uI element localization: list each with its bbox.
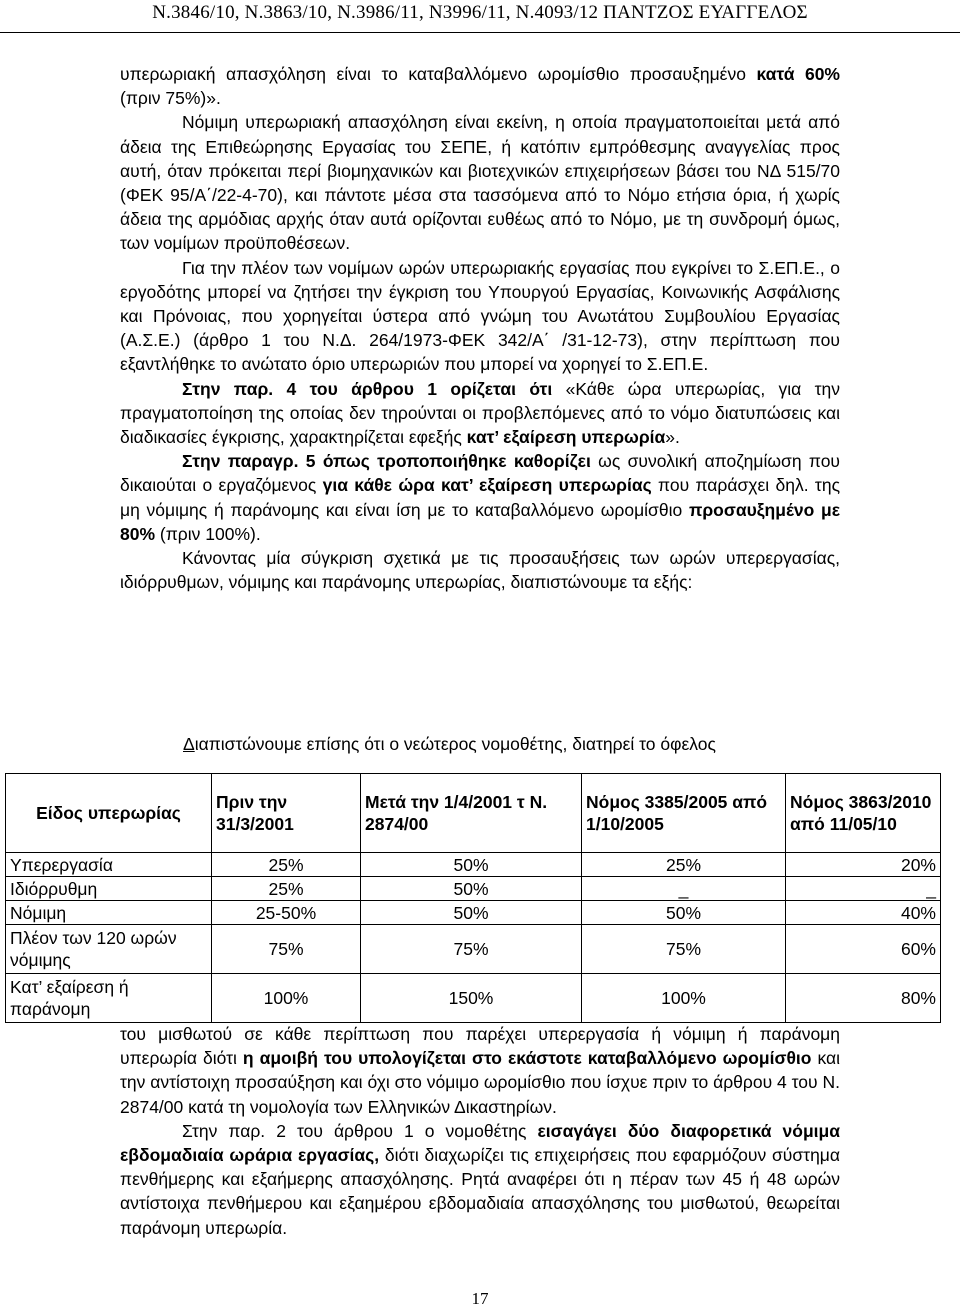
table-row: Νόμιμη 25-50% 50% 50% 40% (6, 901, 941, 925)
paragraph-par2-weekly-hours: Στην παρ. 2 του άρθρου 1 ο νομοθέτης εισαγάγει δύο διαφορετικά νόμιμα εβδομαδιαία ωράρια εργασίας, διότι διαχωρίζει τις επιχειρήσεις που εφαρμόζουν σύστημα πενθήμερης και εξαήμερης απασχόλησης. Ρητά αναφέρει ότι η πέραν των 45 ή 48 ωρών αντίστοιχα πενθήμερου και εξαημέρου εβδομαδιαία απασχόλησης του μισθωτού, θεωρείται παράνομη υπερωρία. (120, 1120, 840, 1238)
running-header: Ν.3846/10, Ν.3863/10, Ν.3986/11, Ν3996/11, Ν.4093/12 ΠΑΝΤΖΟΣ ΕΥΑΓΓΕΛΟΣ (152, 2, 808, 23)
header-law-2010: Νόμος 3863/2010 από 11/05/10 (786, 774, 941, 853)
header-type: Είδος υπερωρίας (6, 774, 212, 853)
paragraph-beyond-legal-hours: Για την πλέον των νομίμων ωρών υπερωριακής εργασίας που εγκρίνει το Σ.ΕΠ.Ε., ο εργοδότης μπορεί να ζητήσει την έγκριση του Υπουργού Εργασίας, Κοινωνικής Ασφάλισης και Πρόνοιας, που χορηγείται ύστερα από γνώμη του Ανωτάτου Συμβουλίου Εργασίας (Α.Σ.Ε.) (άρθρο 1 του Ν.Δ. 264/1973-ΦΕΚ 342/Α΄ /31-12-73), στην περίπτωση που εξαντλήθηκε το ανώτατο όριο υπερωριών που μπορεί να χορηγεί το Σ.ΕΠ.Ε. (120, 257, 840, 375)
overtime-comparison-table (5, 773, 941, 1023)
header-after-2001: Μετά την 1/4/2001 τ Ν. 2874/00 (361, 774, 582, 853)
header-before-2001: Πριν την 31/3/2001 (212, 774, 361, 853)
paragraph-continuation: υπερωριακή απασχόληση είναι το καταβαλλόμενο ωρομίσθιο προσαυξημένο κατά 60% (πριν 75%)». (120, 64, 840, 109)
table-row: Ιδιόρρυθμη 25% 50% _ _ (6, 877, 941, 901)
table-row: Πλέον των 120 ωρών νόμιμης 75% 75% 75% 60% (6, 925, 941, 974)
paragraph-after-table: του μισθωτού σε κάθε περίπτωση που παρέχει υπερεργασία ή νόμιμη ή παράνομη υπερωρία διότι η αμοιβή του υπολογίζεται στο εκάστοτε καταβαλλόμενο ωρομίσθιο και την αντίστοιχη προσαύξηση και όχι στο νόμιμο ωρομίσθιο που ίσχυε πριν το άρθρου 4 του Ν. 2874/00 κατά τη νομολογία των Ελληνικών Δικαστηρίων. (120, 1024, 840, 1117)
conclusion-line: Διαπιστώνουμε επίσης ότι ο νεώτερος νομοθέτης, διατηρεί το όφελος (183, 734, 716, 754)
table-header-row (6, 774, 941, 853)
paragraph-legal-overtime: Νόμιμη υπερωριακή απασχόληση είναι εκείνη, η οποία πραγματοποιείται μετά από άδεια της Επιθεώρησης Εργασίας του ΣΕΠΕ, ή κατόπιν εμπρόθεσμης αναγγελίας προς αυτή, όταν πρόκειται περί βιομηχανικών και βιοτεχνικών επιχειρήσεων βάσει του ΝΔ 515/70 (ΦΕΚ 95/Α΄/22-4-70), και πάντοτε μέσα στα τασσόμενα από το Νόμο ετήσια όρια, ή χωρίς άδεια της αρμόδιας αρχής όταν αυτά ορίζονται ευθέως από το Νόμο, με τη συνδρομή όμως, των νομίμων προϋποθέσεων. (120, 112, 840, 254)
main-text-upper (120, 62, 840, 594)
page-number: 17 (471, 1289, 489, 1308)
header-law-2005: Νόμος 3385/2005 από 1/10/2005 (582, 774, 786, 853)
main-text-lower (120, 1022, 840, 1240)
table-row: Υπερεργασία 25% 50% 25% 20% (6, 853, 941, 877)
paragraph-par4: Στην παρ. 4 του άρθρου 1 ορίζεται ότι «Κάθε ώρα υπερωρίας, για την πραγματοποίηση της οποίας δεν τηρούνται οι προβλεπόμενες από το νόμο διατυπώσεις και διαδικασίες έγκρισης, χαρακτηρίζεται εφεξής κατ’ εξαίρεση υπερωρία». (120, 378, 841, 448)
paragraph-comparison-intro: Κάνοντας μία σύγκριση σχετικά με τις προσαυξήσεις των ωρών υπερεργασίας, ιδιόρρυθμων, νόμιμης και παράνομης υπερωρίας, διαπιστώνουμε τα εξής: (120, 548, 840, 593)
paragraph-par5: Στην παραγρ. 5 όπως τροποποιήθηκε καθορίζει ως συνολική αποζημίωση που δικαιούται ο εργαζόμενος για κάθε ώρα κατ’ εξαίρεση υπερωρίας που παράσχει δηλ. της μη νόμιμης ή παράνομης και είναι ίση με το καταβαλλόμενο ωρομίσθιο προσαυξημένο με 80% (πριν 100%). (120, 451, 841, 544)
table-row: Κατ’ εξαίρεση ή παράνομη 100% 150% 100% 80% (6, 974, 941, 1023)
header-rule (0, 32, 960, 33)
